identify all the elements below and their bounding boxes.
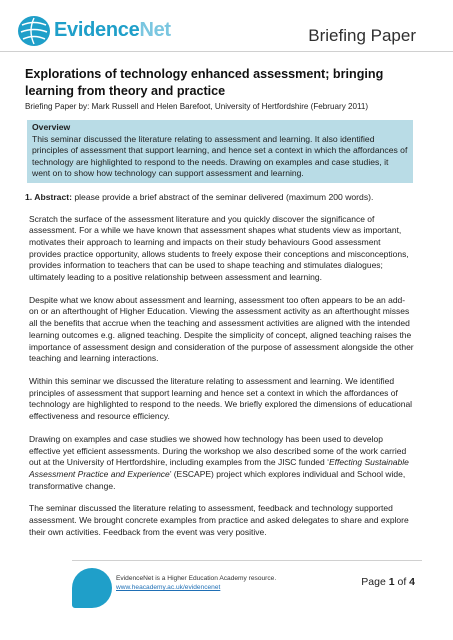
page-header xyxy=(0,0,453,52)
footer-note xyxy=(116,574,276,592)
question-abstract xyxy=(25,192,410,204)
overview-heading: Overview xyxy=(32,122,71,132)
paragraph-4-text-end: ’ (ESCAPE) project which explores individual and School wide, transformative change. xyxy=(29,468,406,491)
logo-evidence-text: Evidence xyxy=(54,19,140,41)
logo-wordmark xyxy=(54,19,171,42)
document-type-label: Briefing Paper xyxy=(308,26,416,45)
page-current: 1 xyxy=(388,576,395,588)
globe-icon xyxy=(18,16,50,46)
question-text: please provide a brief abstract of the seminar delivered (maximum 200 words). xyxy=(71,191,374,202)
page-of: of xyxy=(394,576,410,588)
overview-text: This seminar discussed the literature relating to assessment and learning. It also identified principles of assessment that support learning, and hence set a context in which the affordances of technology are highlighted to respond to the needs. Drawing on examples and case studies, it went on to show how technology can support assessment and learning. xyxy=(32,133,408,179)
overview-box xyxy=(27,120,413,183)
footer-resource-text: EvidenceNet is a Higher Education Academy resource. xyxy=(116,575,277,582)
page-footer xyxy=(0,560,453,640)
page-number xyxy=(361,576,415,588)
evidencenet-link[interactable]: www.heacademy.ac.uk/evidencenet xyxy=(116,584,221,591)
header-divider xyxy=(0,51,453,52)
abstract-paragraph-1: Scratch the surface of the assessment literature and you quickly discover the significance of assessment. For a while we have known that assessment shapes what students view as important, motivates their approach to learning and impacts on their study behaviours Good assessment provides practice opportunity, allows students to freely expose their conceptions and misconceptions, provides information to teachers that can be used to shape teaching and stimulates dialogues; ultimately leading to a positive relationship between assessment and learning. xyxy=(29,213,409,283)
logo-net-text: Net xyxy=(139,19,171,41)
project-title: Effecting Sustainable Assessment Practice and Experience xyxy=(29,457,409,479)
footer-logo-shape xyxy=(72,568,112,608)
page-total: 4 xyxy=(409,576,415,588)
abstract-paragraph-5: The seminar discussed the literature relating to assessment, feedback and technology supported assessment. We brought concrete examples from practice and asked delegates to share and explore their own activities. Feedback from the event was very positive. xyxy=(29,503,409,537)
page-title: Explorations of technology enhanced assessment; bringing learning from theory and practice xyxy=(25,67,384,98)
abstract-paragraph-2: Despite what we know about assessment and learning, assessment too often appears to be an add-on or an afterthought of Higher Education. Viewing the assessment activity as an afterthought misses all the benefits that accrue when the teaching and assessment activities are aligned with the intended learning outcomes e.g. aligned teaching. Despite the simplicity of concept, aligned teaching raises the importance of assessment design and consideration of the purpose of assessment alongside the other teaching and learning interactions. xyxy=(29,294,414,364)
abstract-paragraph-3: Within this seminar we discussed the literature relating to assessment and learning. We identified principles of assessment that support learning and hence set a context in which the affordances of technology are highlighted to respond to the needs. We briefly explored the dimensions of educational effectiveness and resource efficiency. xyxy=(29,376,413,422)
paragraph-4-text-start: Drawing on examples and case studies we showed how technology has been used to develop effective yet efficient assessments. During the workshop we also described some of the work carried out at the University of Hertfordshire, including examples from the JISC funded ‘ xyxy=(29,433,407,468)
document-body xyxy=(25,66,414,538)
footer-divider xyxy=(72,560,422,561)
question-label: 1. Abstract: xyxy=(25,191,72,202)
page-prefix: Page xyxy=(361,576,389,588)
evidencenet-logo xyxy=(18,16,171,46)
byline: Briefing Paper by: Mark Russell and Helen Barefoot, University of Hertfordshire (February 2011) xyxy=(25,102,369,111)
abstract-paragraph-4 xyxy=(29,434,414,493)
